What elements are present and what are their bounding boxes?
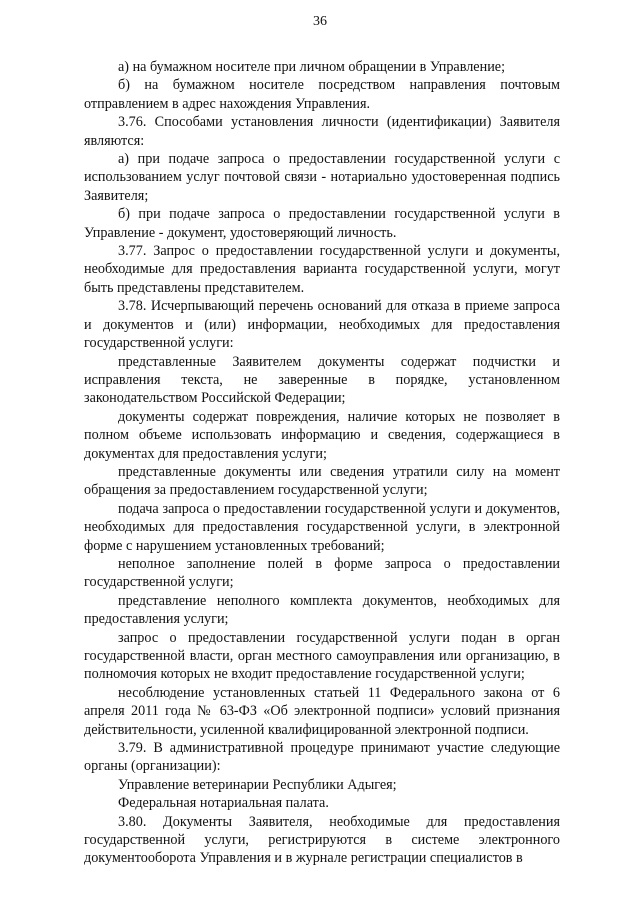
refusal-reason-electronic-violation: подача запроса о предоставлении государственной услуги и документов, необходимых для предоставления государственной услуги, в электронной форме с нарушением установленных требований;: [84, 500, 560, 554]
document-body: [84, 58, 560, 868]
paragraph-3-78: 3.78. Исчерпывающий перечень оснований для отказа в приеме запроса и документов и (или) информации, необходимых для предоставления государственной услуги:: [84, 298, 560, 352]
refusal-reason-signature: несоблюдение установленных статьей 11 Федерального закона от 6 апреля 2011 года № 63-ФЗ «Об электронной подписи» условий признания действительности, усиленной квалифицированной электронной подписи.: [84, 684, 560, 738]
paragraph-3-77: 3.77. Запрос о предоставлении государственной услуги и документы, необходимые для предоставления варианта государственной услуги, могут быть представлены представителем.: [84, 243, 560, 296]
paragraph-3-76: 3.76. Способами установления личности (идентификации) Заявителя являются:: [84, 114, 560, 149]
paragraph-3-80: 3.80. Документы Заявителя, необходимые для предоставления государственной услуги, регистрируются в системе электронного документооборота Управления и в журнале регистрации специалистов в: [84, 813, 560, 867]
paragraph-item-b-paper-mail: б) на бумажном носителе посредством направления почтовым отправлением в адрес нахождения Управления.: [84, 77, 560, 112]
paragraph-3-76-a: а) при подаче запроса о предоставлении государственной услуги с использованием услуг почтовой связи - нотариально удостоверенная подпись Заявителя;: [84, 151, 560, 204]
refusal-reason-corrections: представленные Заявителем документы содержат подчистки и исправления текста, не заверенные в порядке, установленном законодательством Российской Федерации;: [84, 353, 560, 407]
paragraph-3-76-b: б) при подаче запроса о предоставлении государственной услуги в Управление - документ, удостоверяющий личность.: [84, 206, 560, 241]
participant-notary-chamber: Федеральная нотариальная палата.: [118, 795, 329, 812]
refusal-reason-incomplete-fields: неполное заполнение полей в форме запроса о предоставлении государственной услуги;: [84, 555, 560, 591]
page-number: 36: [313, 14, 327, 29]
participant-veterinary-department: Управление ветеринарии Республики Адыгея;: [118, 776, 397, 793]
refusal-reason-wrong-authority: запрос о предоставлении государственной услуги подан в орган государственной власти, орган местного самоуправления или организацию, в полномочия которых не входит предоставление государственной услуги;: [84, 629, 560, 683]
refusal-reason-incomplete-set: представление неполного комплекта документов, необходимых для предоставления услуги;: [84, 592, 560, 628]
paragraph-3-79: 3.79. В административной процедуре принимают участие следующие органы (организации):: [84, 740, 560, 775]
refusal-reason-expired: представленные документы или сведения утратили силу на момент обращения за предоставлением государственной услуги;: [84, 463, 560, 499]
paragraph-item-a-paper-personal: а) на бумажном носителе при личном обращении в Управление;: [118, 59, 506, 75]
refusal-reason-damage: документы содержат повреждения, наличие которых не позволяет в полном объеме использовать информацию и сведения, содержащиеся в документах для предоставления услуги;: [84, 408, 560, 462]
